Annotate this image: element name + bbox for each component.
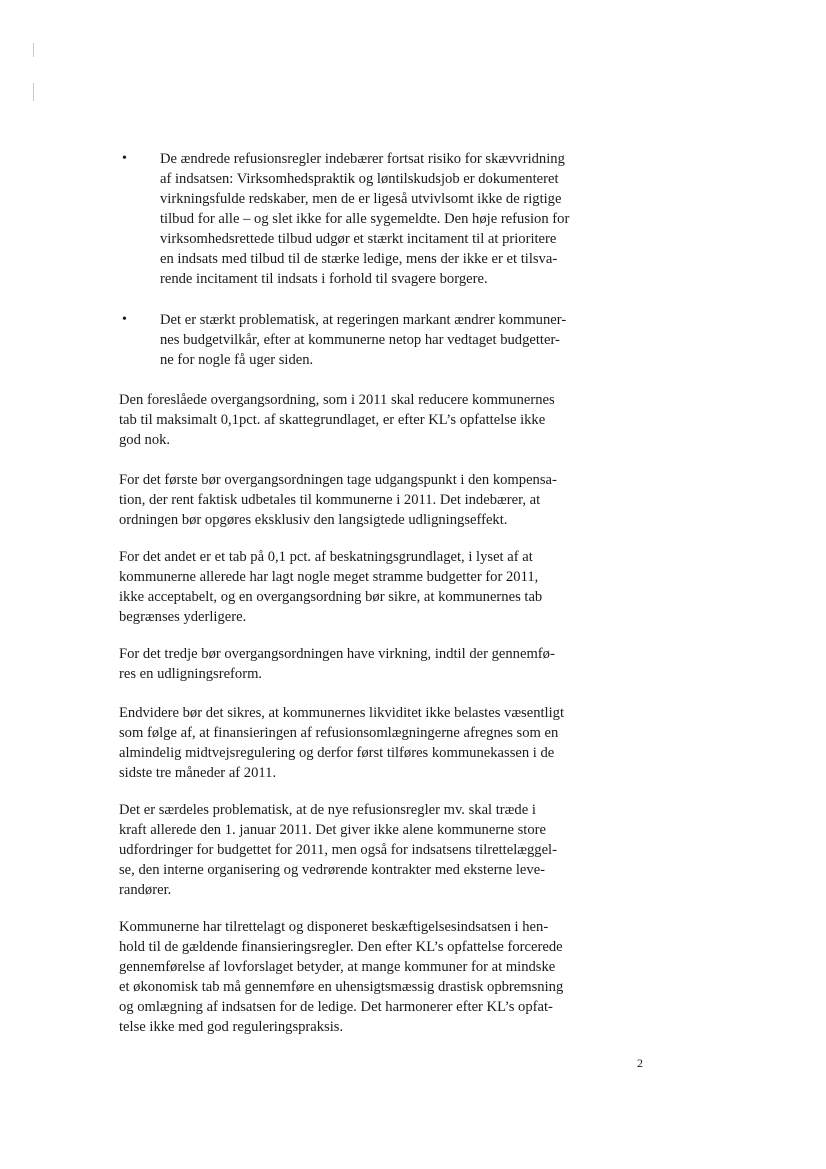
text-line: en indsats med tilbud til de stærke ledige, mens der ikke er et tilsva- — [160, 251, 558, 267]
text-line: udfordringer for budgettet for 2011, men også for indsatsens tilrettelæggel- — [119, 842, 557, 858]
text-line: et økonomisk tab må gennemføre en uhensigtsmæssig drastisk opbremsning — [119, 979, 564, 995]
text-line: telse ikke med god reguleringspraksis. — [119, 1019, 344, 1035]
text-line: ordningen bør opgøres eksklusiv den langsigtede udligningseffekt. — [119, 512, 508, 528]
text-line: tab til maksimalt 0,1pct. af skattegrundlaget, er efter KL’s opfattelse ikke — [119, 412, 546, 428]
text-line: almindelig midtvejsregulering og derfor først tilføres kommunekassen i de — [119, 745, 555, 761]
text-line: kommunerne allerede har lagt nogle meget stramme budgetter for 2011, — [119, 569, 539, 585]
text-line: begrænses yderligere. — [119, 609, 247, 625]
text-line: god nok. — [119, 432, 171, 448]
text-line: Kommunerne har tilrettelagt og disponeret beskæftigelsesindsatsen i hen- — [119, 919, 549, 935]
text-line: For det første bør overgangsordningen tage udgangspunkt i den kompensa- — [119, 472, 557, 488]
page-number: 2 — [637, 1056, 643, 1070]
text-line: rende incitament til indsats i forhold til svagere borgere. — [160, 271, 488, 287]
text-line: res en udligningsreform. — [119, 666, 263, 682]
text-line: De ændrede refusionsregler indebærer fortsat risiko for skævvridning — [160, 151, 565, 167]
text-line: kraft allerede den 1. januar 2011. Det giver ikke alene kommunerne store — [119, 822, 546, 838]
text-line: randører. — [119, 882, 172, 898]
text-line: tion, der rent faktisk udbetales til kommunerne i 2011. Det indebærer, at — [119, 492, 541, 508]
text-line: Den foreslåede overgangsordning, som i 2011 skal reducere kommunernes — [119, 392, 555, 408]
text-line: Endvidere bør det sikres, at kommunernes likviditet ikke belastes væsentligt — [119, 705, 565, 721]
text-line: af indsatsen: Virksomhedspraktik og løntilskudsjob er dokumenteret — [160, 171, 559, 187]
text-line: virksomhedsrettede tilbud udgør et stærkt incitament til at prioritere — [160, 231, 557, 247]
scan-artifact — [33, 83, 34, 101]
text-line: virkningsfulde redskaber, men de er ligeså utvivlsomt ikke de rigtige — [160, 191, 562, 207]
text-line: hold til de gældende finansieringsregler. Den efter KL’s opfattelse forcerede — [119, 939, 563, 955]
scan-artifact — [33, 43, 34, 57]
text-line: Det er særdeles problematisk, at de nye refusionsregler mv. skal træde i — [119, 802, 536, 818]
text-line: For det tredje bør overgangsordningen have virkning, indtil der gennemfø- — [119, 646, 555, 662]
text-line: ne for nogle få uger siden. — [160, 352, 314, 368]
text-line: sidste tre måneder af 2011. — [119, 765, 277, 781]
text-line: For det andet er et tab på 0,1 pct. af beskatningsgrundlaget, i lyset af at — [119, 549, 533, 565]
text-line: gennemførelse af lovforslaget betyder, at mange kommuner for at mindske — [119, 959, 556, 975]
text-line: se, den interne organisering og vedrørende kontrakter med eksterne leve- — [119, 862, 546, 878]
text-line: Det er stærkt problematisk, at regeringen markant ændrer kommuner- — [160, 312, 567, 328]
text-line: nes budgetvilkår, efter at kommunerne netop har vedtaget budgetter- — [160, 332, 560, 348]
bullet-marker: • — [122, 312, 127, 327]
bullet-marker: • — [122, 151, 127, 166]
text-line: ikke acceptabelt, og en overgangsordning bør sikre, at kommunernes tab — [119, 589, 543, 605]
text-line: og omlægning af indsatsen for de ledige. Det harmonerer efter KL’s opfat- — [119, 999, 553, 1015]
text-line: som følge af, at finansieringen af refusionsomlægningerne afregnes som en — [119, 725, 559, 741]
text-line: tilbud for alle – og slet ikke for alle sygemeldte. Den høje refusion for — [160, 211, 570, 227]
